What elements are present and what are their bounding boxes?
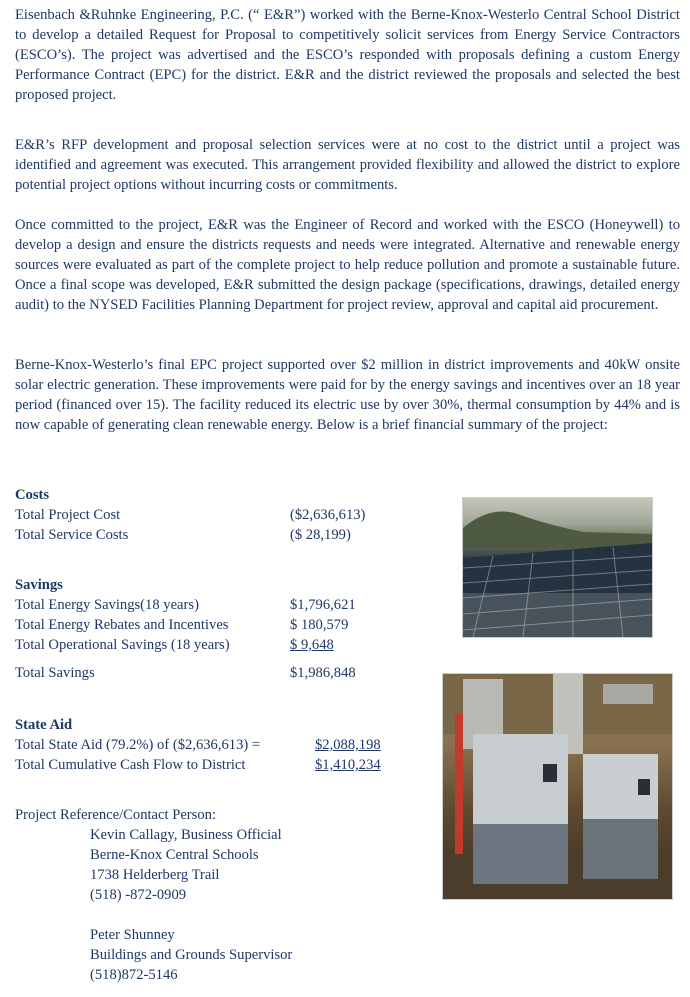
contact-name: Peter Shunney: [90, 927, 175, 943]
savings-value: $ 9,648: [290, 637, 334, 653]
services-paragraph: E&R’s RFP development and proposal selection services were at no cost to the district until a project was identified and agreement was executed. This arrangement provided flexibility and allowed the district to explore potential project options without incurring costs or commitments.: [15, 137, 680, 193]
savings-label: Total Operational Savings (18 years): [15, 637, 230, 653]
engineering-paragraph: Once committed to the project, E&R was the Engineer of Record and worked with the ESCO (Honeywell) to develop a design and ensure the districts requests and needs were integrated. Alternative and renewable energy sources were evaluated as part of the complete project to help reduce pollution and promote a sustainable future. Once a final scope was developed, E&R submitted the design package (specifications, drawings, detailed energy audit) to the NYSED Facilities Planning Department for project review, approval and capital aid procurement.: [15, 217, 680, 313]
solar-panels-illustration: [463, 498, 652, 637]
results-paragraph: Berne-Knox-Westerlo’s final EPC project supported over $2 million in district improvements and 40kW onsite solar electric generation. These improvements were paid for by the energy savings and incentives over an 18 year period (financed over 15). The facility reduced its electric use by over 30%, thermal consumption by 44% and is now capable of generating clean renewable energy. Below is a brief financial summary of the project:: [15, 357, 680, 433]
cost-label: Total Project Cost: [15, 507, 121, 523]
contact-heading: Project Reference/Contact Person:: [15, 807, 216, 823]
cost-value: ($ 28,199): [290, 527, 351, 543]
boiler-units-illustration: [443, 674, 672, 899]
savings-label: Total Energy Savings(18 years): [15, 597, 199, 613]
state-aid-heading: State Aid: [15, 717, 73, 733]
solar-panels-photo: [462, 497, 653, 638]
contact-organization: Berne-Knox Central Schools: [90, 847, 259, 863]
cash-flow-label: Total Cumulative Cash Flow to District: [15, 757, 246, 773]
savings-value: $1,986,848: [290, 665, 356, 681]
intro-paragraph: Eisenbach &Ruhnke Engineering, P.C. (“ E&R”) worked with the Berne-Knox-Westerlo Central School District to develop a detailed Request for Proposal to competitively solicit services from Energy Service Contractors (ESCO’s). The project was advertised and the ESCO’s responded with proposals defining a custom Energy Performance Contract (EPC) for the district. E&R and the district reviewed the proposals and selected the best proposed project.: [15, 7, 680, 103]
savings-value: $ 180,579: [290, 617, 349, 633]
contact-address: 1738 Helderberg Trail: [90, 867, 220, 883]
savings-value: $1,796,621: [290, 597, 356, 613]
contact-name: Kevin Callagy, Business Official: [90, 827, 282, 843]
savings-label: Total Savings: [15, 665, 95, 681]
contact-phone: (518)872-5146: [90, 967, 178, 983]
savings-label: Total Energy Rebates and Incentives: [15, 617, 229, 633]
state-aid-value: $2,088,198: [315, 737, 381, 753]
cash-flow-value: $1,410,234: [315, 757, 381, 773]
costs-heading: Costs: [15, 487, 50, 503]
contact-phone: (518) -872-0909: [90, 887, 187, 903]
cost-label: Total Service Costs: [15, 527, 129, 543]
contact-title: Buildings and Grounds Supervisor: [90, 947, 293, 963]
savings-heading: Savings: [15, 577, 63, 593]
boiler-room-photo: [442, 673, 673, 900]
cost-value: ($2,636,613): [290, 507, 366, 523]
state-aid-label: Total State Aid (79.2%) of ($2,636,613) =: [15, 737, 261, 753]
